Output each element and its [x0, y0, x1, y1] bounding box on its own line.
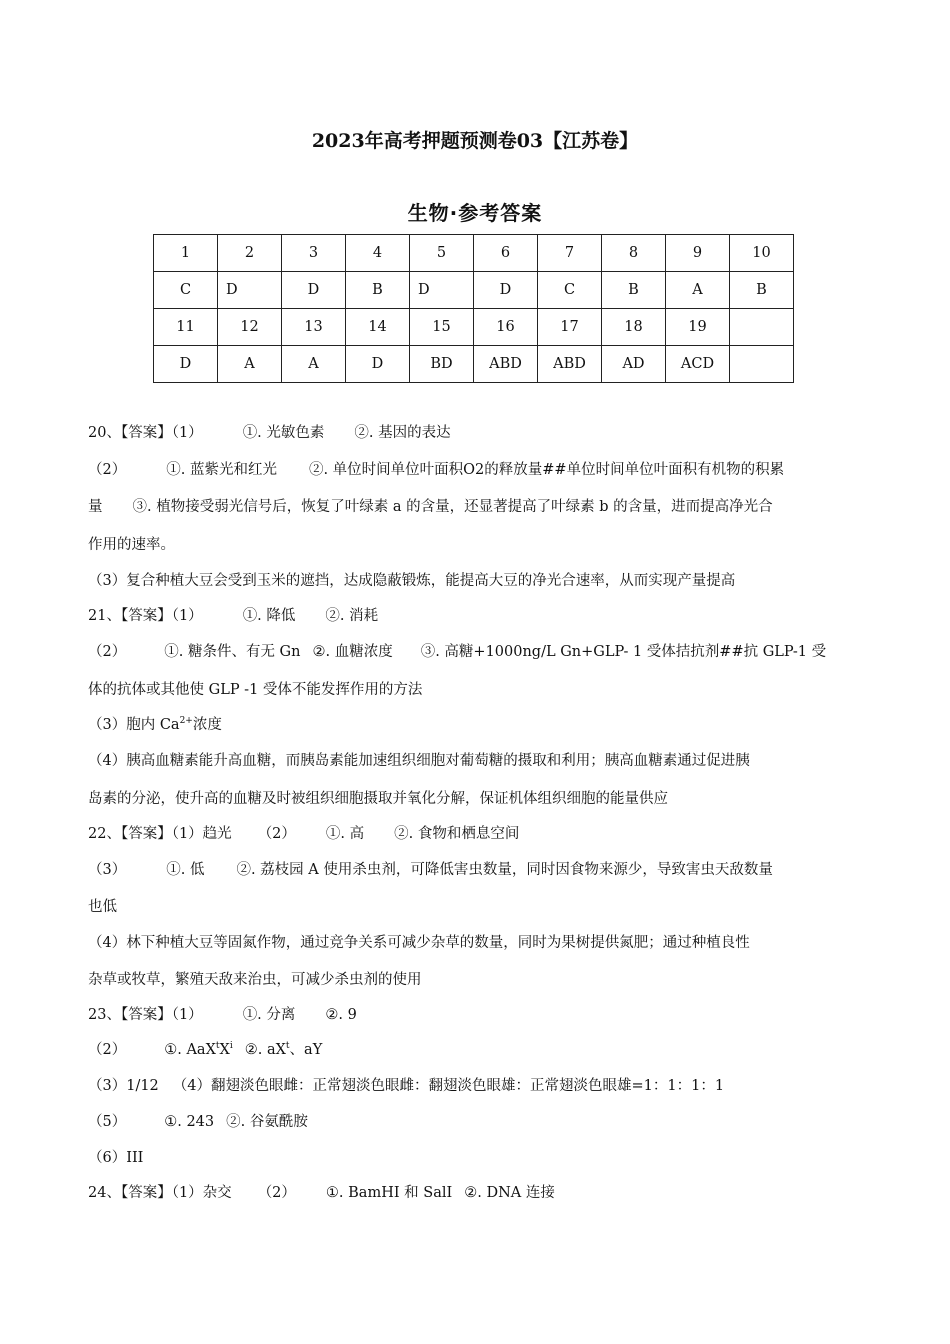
- answer-cell: A: [666, 272, 730, 309]
- q21-line-3: 体的抗体或其他使 GLP -1 受体不能发挥作用的方法: [88, 682, 423, 698]
- answer-cell: 12: [218, 309, 282, 346]
- q23-line-2: （2） ①. $AaX^tX^i$ ②. $aX^t$、aY: [88, 1041, 323, 1058]
- q21-line-6: 岛素的分泌，使升高的血糖及时被组织细胞摄取并氧化分解，保证机体组织细胞的能量供应: [88, 791, 668, 807]
- answer-cell: 16: [474, 309, 538, 346]
- answer-cell: BD: [410, 346, 474, 383]
- q23-line-1: 23、【答案】（1） ①. 分离 ②. 9: [88, 1007, 357, 1023]
- q23-line-3: （3）1/12 （4）翻翅淡色眼雌：正常翅淡色眼雌：翻翅淡色眼雄：正常翅淡色眼雄=1：1：1：1: [88, 1078, 725, 1094]
- q21-line-2: （2） ①. 糖条件、有无 Gn ②. 血糖浓度 ③. 高糖+1000ng/L Gn+GLP- 1 受体拮抗剂##抗 GLP-1 受: [88, 644, 827, 660]
- answer-cell: 15: [410, 309, 474, 346]
- q20-line-2: （2） ①. 蓝紫光和红光 ②. 单位时间单位叶面积O2的释放量##单位时间单位叶面积有机物的积累: [88, 462, 785, 478]
- answer-cell: 17: [538, 309, 602, 346]
- answer-cell: AD: [602, 346, 666, 383]
- answer-cell: ABD: [538, 346, 602, 383]
- q20-line-4: 作用的速率。: [88, 537, 175, 553]
- q21-line-5: （4）胰高血糖素能升高血糖，而胰岛素能加速组织细胞对葡萄糖的摄取和利用；胰高血糖素通过促进胰: [88, 753, 750, 769]
- answer-cell: 3: [282, 235, 346, 272]
- q21-line-1: 21、【答案】（1） ①. 降低 ②. 消耗: [88, 608, 379, 624]
- answer-cell: B: [730, 272, 794, 309]
- q22-line-1: 22、【答案】（1）趋光 （2） ①. 高 ②. 食物和栖息空间: [88, 826, 520, 842]
- q21-line-4: （3）胞内 $Ca^{2+}$浓度: [88, 716, 222, 733]
- q22-line-2: （3） ①. 低 ②. 荔枝园 A 使用杀虫剂，可降低害虫数量，同时因食物来源少，导致害虫天敌数量: [88, 862, 773, 878]
- q23-line-4: （5） ①. 243 ②. 谷氨酰胺: [88, 1114, 308, 1130]
- answer-cell: D: [410, 272, 474, 309]
- answer-cell: D: [282, 272, 346, 309]
- q22-line-4: （4）林下种植大豆等固氮作物，通过竞争关系可减少杂草的数量，同时为果树提供氮肥；通过种植良性: [88, 935, 750, 951]
- answer-row: [154, 235, 794, 272]
- page-title: 2023年高考押题预测卷03【江苏卷】: [311, 130, 639, 152]
- answer-cell: 11: [154, 309, 218, 346]
- answer-cell: B: [602, 272, 666, 309]
- q22-line-3: 也低: [88, 899, 117, 915]
- page-subtitle: 生物·参考答案: [407, 201, 543, 225]
- answer-cell: 4: [346, 235, 410, 272]
- answer-cell: C: [154, 272, 218, 309]
- answer-cell: [730, 346, 794, 383]
- q23-line-5: （6）III: [88, 1150, 144, 1166]
- answer-cell: 13: [282, 309, 346, 346]
- answer-cell: D: [346, 346, 410, 383]
- answer-cell: D: [474, 272, 538, 309]
- answer-cell: C: [538, 272, 602, 309]
- answer-cell: 8: [602, 235, 666, 272]
- answer-cell: D: [154, 346, 218, 383]
- answer-table: [153, 234, 794, 383]
- answer-cell: 6: [474, 235, 538, 272]
- answer-cell: 2: [218, 235, 282, 272]
- answer-cell: 18: [602, 309, 666, 346]
- q20-line-3: 量 ③. 植物接受弱光信号后，恢复了叶绿素 a 的含量，还显著提高了叶绿素 b 的含量，进而提高净光合: [88, 499, 773, 515]
- answer-cell: ABD: [474, 346, 538, 383]
- answer-cell: 5: [410, 235, 474, 272]
- answer-cell: B: [346, 272, 410, 309]
- answer-cell: ACD: [666, 346, 730, 383]
- q22-line-5: 杂草或牧草，繁殖天敌来治虫，可减少杀虫剂的使用: [88, 972, 422, 988]
- answer-cell: 7: [538, 235, 602, 272]
- answer-cell: [730, 309, 794, 346]
- answer-cell: 19: [666, 309, 730, 346]
- answer-row: [154, 346, 794, 383]
- answer-cell: 9: [666, 235, 730, 272]
- answer-cell: A: [218, 346, 282, 383]
- answer-row: [154, 309, 794, 346]
- answer-cell: 1: [154, 235, 218, 272]
- answer-row: [154, 272, 794, 309]
- q20-line-1: 20、【答案】（1） ①. 光敏色素 ②. 基因的表达: [88, 425, 451, 441]
- q20-line-5: （3）复合种植大豆会受到玉米的遮挡，达成隐蔽锻炼，能提高大豆的净光合速率，从而实现产量提高: [88, 573, 736, 589]
- answer-cell: 10: [730, 235, 794, 272]
- answer-cell: D: [218, 272, 282, 309]
- answer-cell: 14: [346, 309, 410, 346]
- q24-line-1: 24、【答案】（1）杂交 （2） ①. BamHI 和 SalI ②. DNA 连接: [88, 1185, 555, 1201]
- answer-cell: A: [282, 346, 346, 383]
